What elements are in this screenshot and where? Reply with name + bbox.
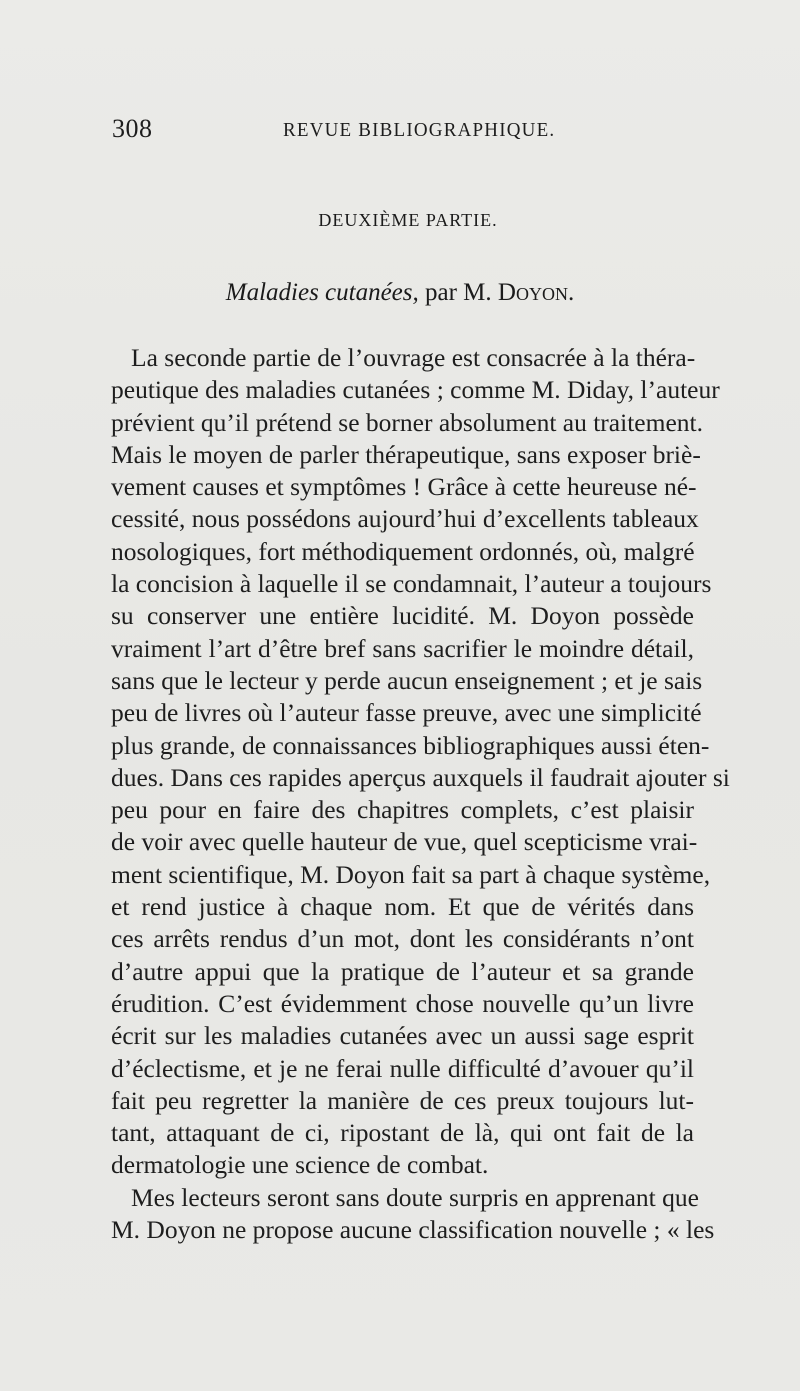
journal-title: REVUE BIBLIOGRAPHIQUE. — [283, 119, 556, 142]
running-head — [108, 112, 698, 144]
body-text — [111, 342, 730, 1246]
text-line: dermatologie une science de combat. — [111, 1150, 489, 1180]
text-line: vement causes et symptômes ! Grâce à cette heureuse né- — [111, 472, 697, 502]
article-author: Doyon. — [497, 279, 575, 306]
article-title-by: par M. — [425, 279, 492, 306]
text-line: peu de livres où l’auteur fasse preuve, avec une simplicité — [111, 698, 702, 728]
text-line: de voir avec quelle hauteur de vue, quel scepticisme vrai- — [111, 827, 698, 857]
text-line: La seconde partie de l’ouvrage est consacrée à la théra- — [131, 343, 696, 372]
text-line: la concision à laquelle il se condamnait, l’auteur a toujours — [111, 569, 712, 599]
article-title-text: Maladies cutanées, — [225, 279, 419, 306]
text-line: sans que le lecteur y perde aucun enseignement ; et je sais — [111, 665, 703, 695]
text-line: ment scientifique, M. Doyon fait sa part à chaque système, — [111, 859, 711, 889]
text-line: M. Doyon ne propose aucune classification nouvelle ; « les — [111, 1215, 715, 1245]
text-line: peutique des maladies cutanées ; comme M. Diday, l’auteur — [111, 375, 720, 405]
text-line: vraiment l’art d’être bref sans sacrifier le moindre détail, — [111, 633, 694, 663]
text-line: tant, attaquant de ci, ripostant de là, qui ont fait de la — [111, 1118, 694, 1148]
text-line: plus grande, de connaissances bibliographiques aussi éten- — [111, 730, 710, 760]
text-line: dues. Dans ces rapides aperçus auxquels il faudrait ajouter si — [111, 762, 730, 792]
text-line: d’éclectisme, et je ne ferai nulle difficulté d’avouer qu’il — [111, 1053, 694, 1083]
text-line: érudition. C’est évidemment chose nouvelle qu’un livre — [111, 988, 694, 1018]
text-line: su conserver une entière lucidité. M. Doyon possède — [111, 601, 694, 631]
text-line: cessité, nous possédons aujourd’hui d’excellents tableaux — [111, 504, 699, 534]
text-line: écrit sur les maladies cutanées avec un aussi sage esprit — [111, 1021, 694, 1051]
section-heading — [0, 210, 800, 231]
article-title — [0, 279, 800, 307]
text-line: d’autre appui que la pratique de l’auteur et sa grande — [111, 956, 694, 986]
text-line: ces arrêts rendus d’un mot, dont les considérants n’ont — [111, 924, 694, 954]
text-line: nosologiques, fort méthodiquement ordonnés, où, malgré — [111, 536, 695, 566]
text-line: et rend justice à chaque nom. Et que de vérités dans — [111, 892, 694, 922]
text-line: prévient qu’il prétend se borner absolument au traitement. — [111, 407, 703, 437]
section-heading-text: DEUXIÈME PARTIE. — [318, 210, 498, 230]
text-line: peu pour en faire des chapitres complets, c’est plaisir — [111, 795, 694, 825]
text-line: Mes lecteurs seront sans doute surpris en apprenant que — [131, 1182, 699, 1212]
text-line: fait peu regretter la manière de ces preux toujours lut- — [111, 1085, 694, 1115]
text-line: Mais le moyen de parler thérapeutique, sans exposer briè- — [111, 439, 701, 469]
page-number: 308 — [112, 114, 153, 143]
